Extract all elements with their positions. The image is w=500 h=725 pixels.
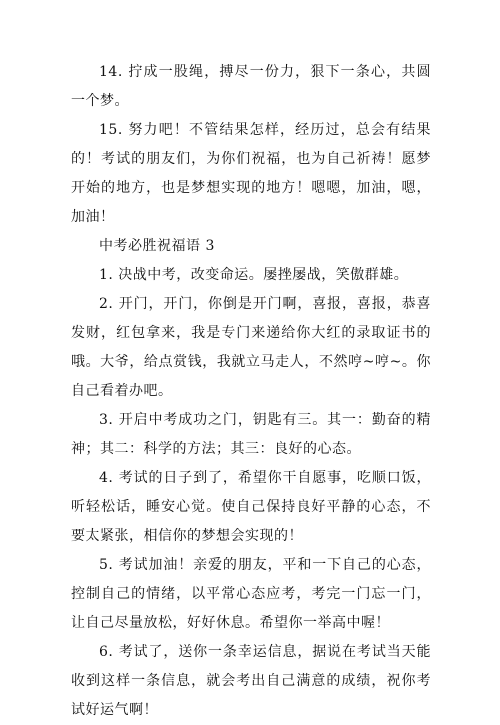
paragraph-3: 3. 开启中考成功之门，钥匙有三。其一：勤奋的精神；其二：科学的方法；其三：良好的心态。 [71,412,431,457]
paragraph-5: 5. 考试加油！亲爱的朋友，平和一下自己的心态，控制自己的情绪，以平常心态应考，考完一门忘一门，让自己尽量放松，好好休息。希望你一举高中喔！ [71,557,431,631]
paragraph-14: 14. 拧成一股绳，搏尽一份力，狠下一条心，共圆一个梦。 [71,64,431,109]
section-heading: 中考必胜祝福语 3 [99,238,215,254]
paragraph-4: 4. 考试的日子到了，希望你干自愿事，吃顺口饭，听轻松话，睡安心觉。使自己保持良好平静的心态，不要太紧张，相信你的梦想会实现的！ [71,470,431,544]
paragraph-1: 1. 决战中考，改变命运。屡挫屡战，笑傲群雄。 [99,267,409,283]
paragraph-2: 2. 开门，开门，你倒是开门啊，喜报，喜报，恭喜发财，红包拿来，我是专门来递给你大红的录取证书的哦。大爷，给点赏钱，我就立马走人，不然哼~哼~。你自己看着办吧。 [71,296,431,399]
paragraph-15: 15. 努力吧！不管结果怎样，经历过，总会有结果的！考试的朋友们，为你们祝福，也为自己祈祷！愿梦开始的地方，也是梦想实现的地方！嗯嗯，加油，嗯，加油！ [71,122,431,225]
paragraph-6: 6. 考试了，送你一条幸运信息，据说在考试当天能收到这样一条信息，就会考出自己满意的成绩，祝你考试好运气啊！ [71,644,431,718]
document-body [71,58,431,725]
